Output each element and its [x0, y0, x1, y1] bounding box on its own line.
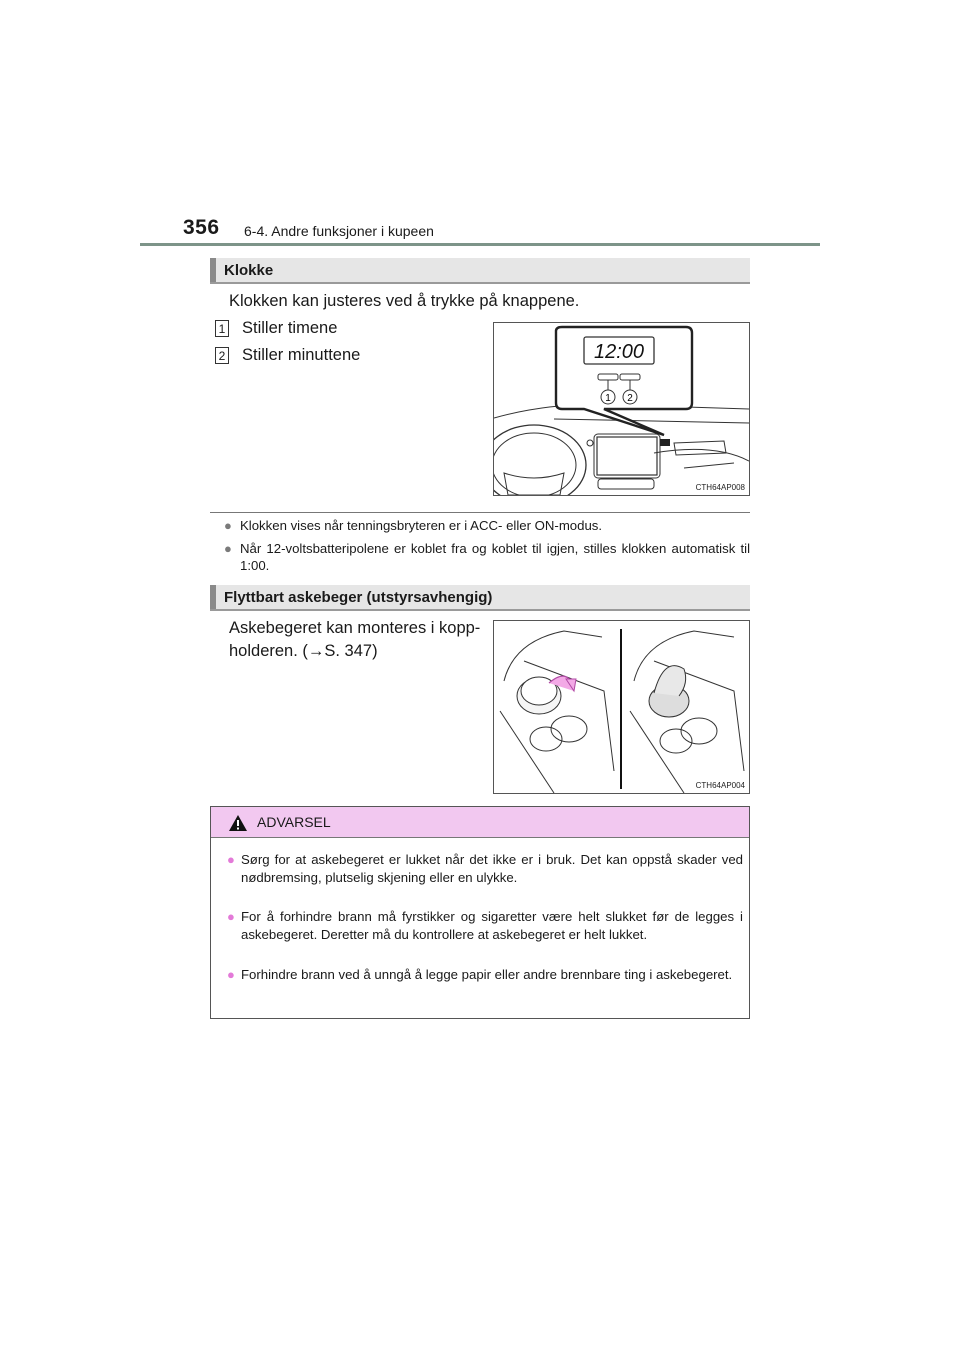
- header-divider: [140, 243, 820, 246]
- warning-item-2: [227, 908, 743, 944]
- heading-bar: [210, 585, 216, 609]
- bullet-icon: ●: [227, 967, 235, 982]
- page-number: 356: [183, 216, 220, 239]
- dashboard-drawing: [494, 323, 749, 495]
- step-label-2: Stiller minuttene: [242, 346, 361, 364]
- step-label-1: Stiller timene: [242, 319, 338, 337]
- ashtray-text-line-1: Askebegeret kan monteres i kopp-: [229, 619, 481, 637]
- note-item-1: [224, 517, 750, 534]
- warning-title: ADVARSEL: [257, 814, 331, 830]
- heading-bar: [210, 258, 216, 282]
- warning-header: [211, 807, 749, 838]
- clock-intro: Klokken kan justeres ved å trykke på knappene.: [229, 292, 580, 310]
- step-number-2: 2: [215, 347, 229, 364]
- clock-display-time: 12:00: [593, 341, 645, 363]
- ashtray-illustration: [493, 620, 750, 794]
- figure-code-clock: CTH64AP008: [695, 483, 745, 492]
- section-title-clock: Klokke: [224, 262, 274, 279]
- bullet-icon: ●: [224, 541, 232, 556]
- chapter-title: 6-4. Andre funksjoner i kupeen: [244, 223, 434, 239]
- warning-box: [210, 806, 750, 1019]
- bullet-icon: ●: [224, 518, 232, 533]
- cupholder-drawing: [494, 621, 749, 793]
- bullet-icon: ●: [227, 852, 235, 867]
- callout-number-1: 1: [605, 393, 611, 404]
- warning-item-1: [227, 851, 743, 887]
- bullet-icon: ●: [227, 909, 235, 924]
- section-title-ashtray: Flyttbart askebeger (utstyrsavhengig): [224, 589, 493, 606]
- warning-triangle-icon: [228, 814, 248, 832]
- warning-text-3: Forhindre brann ved å unngå å legge papir eller andre brennbare ting i askebegeret.: [241, 967, 733, 982]
- warning-text-2: For å forhindre brann må fyrstikker og sigaretter være helt slukket før de legges i askebegeret. Deretter må du kontrollere at askebegeret er helt lukket.: [241, 909, 743, 942]
- note-item-2: [224, 540, 750, 574]
- callout-number-2: 2: [627, 393, 633, 404]
- step-1: [215, 319, 337, 338]
- ashtray-text-line-2: holderen. (→S. 347): [229, 642, 378, 660]
- step-number-1: 1: [215, 320, 229, 337]
- notes-divider: [210, 512, 750, 513]
- step-2: [215, 346, 360, 365]
- note-text-1: Klokken vises når tenningsbryteren er i ACC- eller ON-modus.: [240, 518, 603, 533]
- warning-text-1: Sørg for at askebegeret er lukket når det ikke er i bruk. Det kan oppstå skader ved nødbremsing, plutselig skjening eller en ulykke.: [241, 852, 743, 885]
- section-heading-clock: [210, 258, 750, 284]
- figure-code-ashtray: CTH64AP004: [695, 781, 745, 790]
- note-text-2: Når 12-voltsbatteripolene er koblet fra og koblet til igjen, stilles klokken automatisk til 1:00.: [240, 541, 750, 573]
- clock-illustration: [493, 322, 750, 496]
- warning-item-3: [227, 966, 743, 984]
- section-heading-ashtray: [210, 585, 750, 611]
